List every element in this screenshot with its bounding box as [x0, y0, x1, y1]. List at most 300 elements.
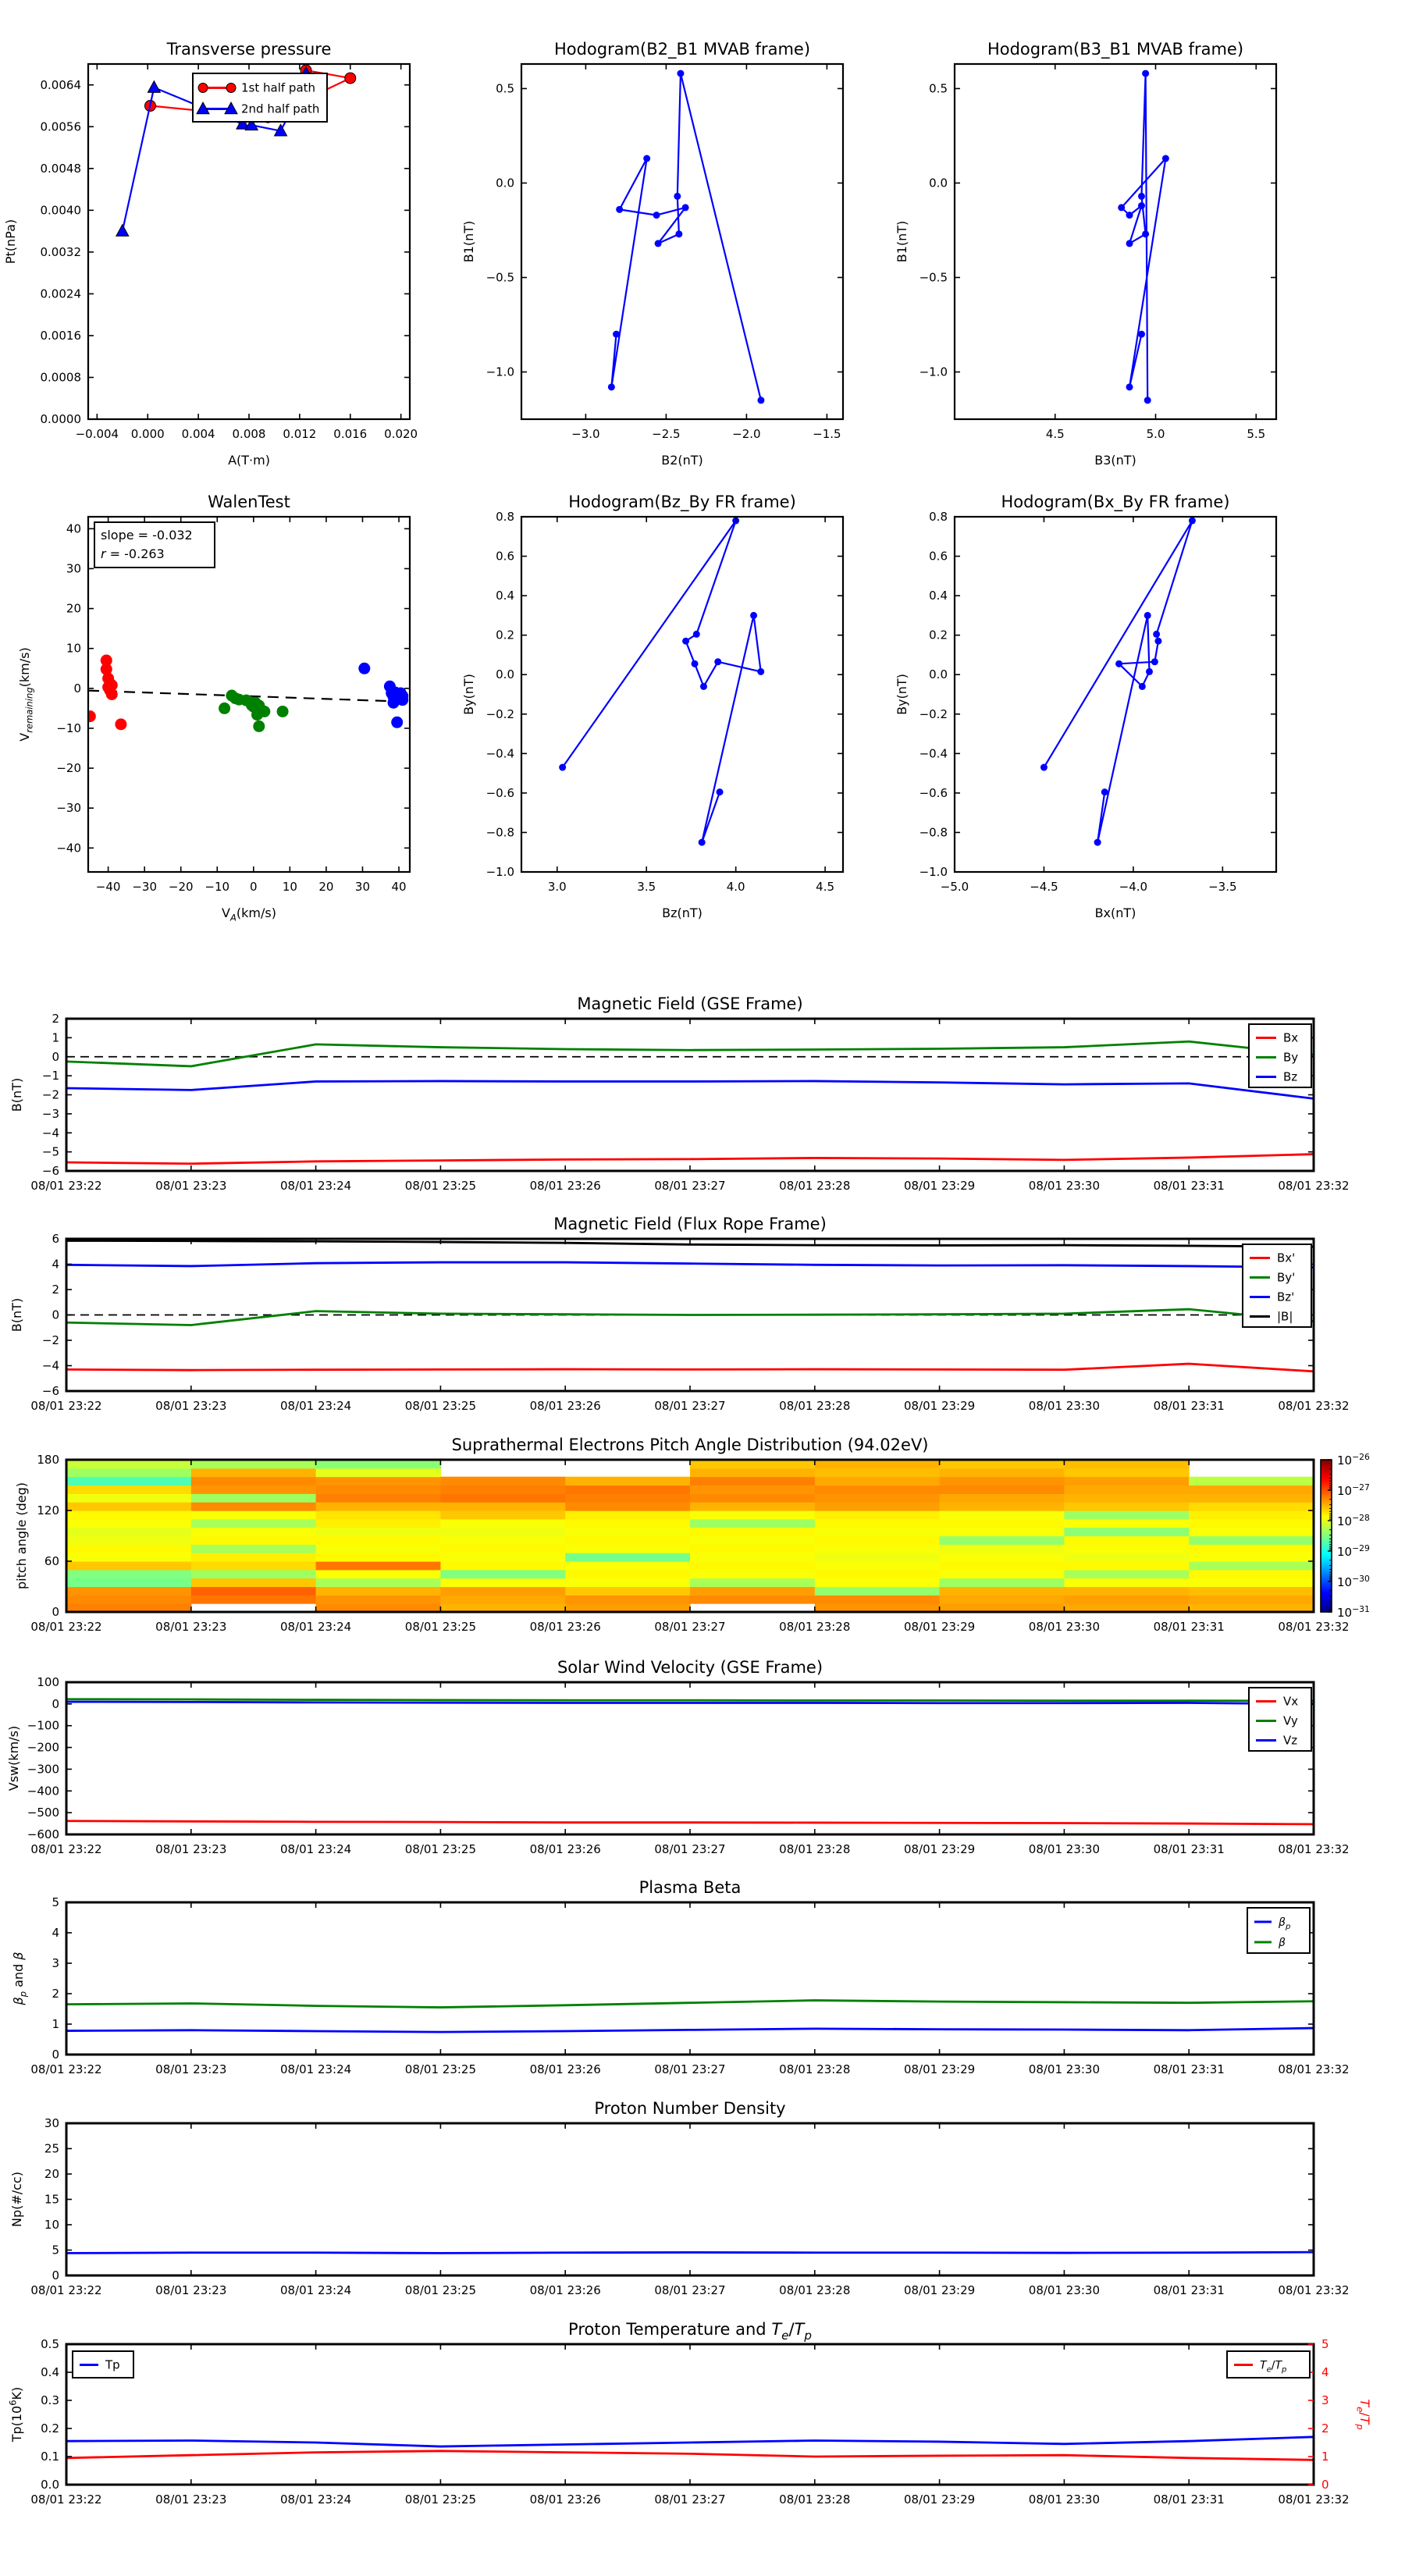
x-tick-label: 0.016	[333, 427, 368, 441]
marker-dot	[1142, 230, 1149, 237]
marker-dot	[115, 718, 126, 730]
x-tick-label: 08/01 23:31	[1153, 1399, 1225, 1413]
axes-frame	[521, 64, 843, 419]
marker-dot	[674, 193, 681, 200]
heatmap-cell	[66, 1595, 191, 1603]
x-tick-label: 3.5	[637, 880, 656, 894]
y-tick-label: 0	[52, 1049, 59, 1064]
x-tick-label: 08/01 23:22	[30, 1399, 102, 1413]
x-tick-label: 08/01 23:28	[779, 1399, 851, 1413]
x-tick-label: 0	[250, 880, 258, 894]
marker-dot	[616, 206, 623, 213]
heatmap-cell	[940, 1519, 1065, 1528]
heatmap-cell	[316, 1544, 441, 1553]
heatmap-cell	[316, 1561, 441, 1570]
heatmap-cell	[1189, 1578, 1314, 1587]
x-tick-label: 08/01 23:26	[529, 2062, 601, 2076]
heatmap-cell	[815, 1570, 940, 1578]
y-axis-label: B(nT)	[9, 1297, 24, 1332]
series-line-Te/Tp	[66, 2451, 1314, 2460]
axes-frame	[955, 64, 1276, 419]
heatmap-cell	[191, 1477, 316, 1485]
x-tick-label: 08/01 23:24	[279, 1620, 352, 1634]
x-tick-label: −2.0	[732, 427, 761, 441]
x-tick-label: 08/01 23:26	[529, 2492, 601, 2507]
series-line-B-path	[1044, 521, 1192, 842]
x-tick-label: −2.5	[652, 427, 681, 441]
panel-b-flux-rope	[9, 1215, 1350, 1413]
axis-ticks	[66, 1682, 1314, 1834]
y-tick-label: 0.0	[496, 176, 514, 190]
y-axis-label: $Tp(10^6K)$	[7, 2386, 24, 2443]
y-tick-label: −0.2	[919, 706, 948, 721]
panel-title: Transverse pressure	[166, 40, 332, 59]
heatmap-cell	[191, 1570, 316, 1578]
series-line-B-path	[563, 521, 761, 842]
y-tick-label: 2	[52, 1987, 59, 2001]
panel-hodogram-bz-by	[461, 493, 843, 920]
heatmap-cell	[940, 1468, 1065, 1477]
heatmap-cell	[690, 1528, 815, 1536]
heatmap-cell	[316, 1460, 441, 1468]
x-tick-label: 08/01 23:24	[279, 2492, 352, 2507]
y-tick-label: 1	[52, 2017, 59, 2031]
marker-dot	[1189, 518, 1196, 525]
y-tick-label: 0.4	[41, 2365, 59, 2379]
heatmap-cell	[66, 1570, 191, 1578]
heatmap-cell	[940, 1553, 1065, 1561]
heatmap-cell	[815, 1553, 940, 1561]
x-tick-label: 08/01 23:30	[1028, 2492, 1101, 2507]
panel-plasma-beta	[11, 1878, 1350, 2076]
series-markers-B-path	[559, 518, 764, 846]
annotation-line: slope = -0.032	[101, 528, 193, 543]
marker-dot	[1138, 331, 1145, 338]
panel-sepad	[14, 1436, 1370, 1634]
heatmap-cell	[440, 1502, 565, 1510]
marker-dot	[714, 658, 721, 665]
heatmap-cell	[1189, 1544, 1314, 1553]
y-tick-label: 10	[66, 641, 81, 656]
plot-area	[559, 518, 764, 846]
marker-dot	[1138, 202, 1145, 209]
heatmap-cell	[940, 1528, 1065, 1536]
y-tick-label: −200	[27, 1740, 59, 1755]
right-y-tick-label: 5	[1321, 2337, 1329, 2351]
x-tick-label: 08/01 23:22	[30, 2492, 102, 2507]
y-tick-label: −500	[27, 1806, 59, 1820]
heatmap-cell	[66, 1510, 191, 1519]
legend-label: β	[1279, 1937, 1286, 1949]
panel-b-gse	[9, 994, 1350, 1193]
panel-title: Proton Temperature and $T_e/T_p$	[568, 2320, 812, 2343]
heatmap-cell	[66, 1493, 191, 1502]
heatmap-cell	[565, 1528, 690, 1536]
series-markers-B-path	[608, 70, 765, 404]
panel-title: Solar Wind Velocity (GSE Frame)	[557, 1658, 823, 1677]
y-tick-label: 180	[37, 1453, 59, 1467]
marker-dot	[675, 230, 682, 237]
y-tick-label: 120	[37, 1503, 59, 1517]
axes-frame	[66, 1682, 1314, 1834]
x-tick-label: 08/01 23:29	[903, 1399, 976, 1413]
y-tick-label: 0.0000	[40, 412, 81, 426]
marker-dot	[106, 688, 118, 700]
x-tick-label: 08/01 23:22	[30, 2062, 102, 2076]
legend-label: 1st half path	[241, 80, 316, 95]
y-tick-label: 0.0	[496, 667, 514, 682]
plot-area	[66, 1041, 1314, 1163]
marker-dot	[1118, 204, 1125, 211]
marker-dot	[677, 70, 684, 77]
x-tick-label: 4.5	[1045, 427, 1065, 441]
y-tick-label: 2	[52, 1012, 59, 1026]
y-tick-label: 0.0008	[40, 370, 81, 385]
y-tick-label: 0.8	[496, 510, 514, 524]
heatmap-cell	[690, 1502, 815, 1510]
annotation-line: r = -0.263	[101, 546, 165, 561]
y-tick-label: −4	[41, 1126, 59, 1140]
y-tick-label: −0.5	[919, 270, 948, 285]
y-tick-label: 0.2	[41, 2421, 59, 2435]
x-tick-label: 08/01 23:25	[404, 1399, 477, 1413]
panel-title: Hodogram(B3_B1 MVAB frame)	[987, 40, 1244, 59]
heatmap-cell	[690, 1510, 815, 1519]
heatmap-cell	[440, 1519, 565, 1528]
heatmap-cell	[690, 1477, 815, 1485]
heatmap-cell	[1064, 1485, 1189, 1494]
y-tick-label: −0.6	[919, 785, 948, 800]
marker-dot	[1138, 193, 1145, 200]
x-tick-label: 08/01 23:27	[654, 2062, 726, 2076]
colorbar-tick-label: $10^{-28}$	[1337, 1513, 1370, 1528]
colorbar-tick-label: $10^{-30}$	[1337, 1574, 1370, 1589]
heatmap-cell	[1189, 1485, 1314, 1494]
heatmap-cell	[565, 1561, 690, 1570]
heatmap-cell	[440, 1561, 565, 1570]
marker-dot	[219, 703, 230, 714]
y-tick-label: −100	[27, 1718, 59, 1733]
marker-dot	[699, 839, 706, 846]
heatmap-cell	[690, 1544, 815, 1553]
y-tick-label: −0.4	[919, 746, 948, 761]
heatmap-cell	[191, 1510, 316, 1519]
x-tick-label: 08/01 23:28	[779, 1179, 851, 1193]
heatmap-cell	[1064, 1595, 1189, 1603]
y-tick-label: 0.0024	[40, 286, 81, 301]
heatmap-cell	[565, 1578, 690, 1587]
x-tick-label: 08/01 23:31	[1153, 2062, 1225, 2076]
heatmap-cell	[690, 1561, 815, 1570]
x-tick-label: 30	[354, 880, 371, 894]
y-tick-label: −40	[56, 841, 81, 856]
y-tick-label: −0.4	[486, 746, 514, 761]
y-tick-label: 10	[44, 2218, 59, 2232]
heatmap-cell	[1064, 1468, 1189, 1477]
heatmap-cell	[316, 1468, 441, 1477]
y-tick-label: 1	[52, 1030, 59, 1045]
series-markers-second-half	[358, 663, 408, 728]
heatmap-cell	[1189, 1561, 1314, 1570]
series-line-By	[66, 1041, 1314, 1066]
x-tick-label: 4.5	[816, 880, 835, 894]
heatmap-cell	[1064, 1553, 1189, 1561]
x-tick-label: −10	[205, 880, 230, 894]
y-tick-label: 40	[66, 521, 81, 536]
heatmap-cell	[66, 1519, 191, 1528]
legend	[1247, 1908, 1310, 1953]
marker-dot	[643, 155, 650, 162]
heatmap-cell	[66, 1468, 191, 1477]
x-tick-label: 08/01 23:22	[30, 1842, 102, 1856]
series-line-Bz	[66, 1081, 1314, 1098]
heatmap-cell	[1064, 1510, 1189, 1519]
marker-dot	[700, 683, 707, 690]
heatmap-cell	[440, 1528, 565, 1536]
x-tick-label: 08/01 23:23	[155, 2062, 227, 2076]
heatmap-cell	[1189, 1553, 1314, 1561]
colorbar-tick-label: $10^{-31}$	[1337, 1604, 1370, 1620]
heatmap-cell	[940, 1578, 1065, 1587]
legend-label: $\beta_p$	[1279, 1916, 1291, 1931]
plot-area	[66, 2252, 1314, 2253]
marker-dot	[1154, 638, 1161, 645]
panel-transverse-pressure	[3, 40, 418, 468]
y-tick-label: 20	[66, 601, 81, 616]
legend-label: Bx	[1283, 1030, 1299, 1045]
legend-label: Bz	[1283, 1069, 1298, 1084]
y-tick-label: 5	[52, 2243, 59, 2258]
x-tick-label: 08/01 23:32	[1278, 1842, 1350, 1856]
series-line-Vy	[66, 1699, 1314, 1701]
colorbar	[1321, 1452, 1370, 1620]
axes-frame	[66, 1019, 1314, 1171]
plot-area	[1118, 70, 1169, 404]
x-tick-label: 08/01 23:27	[654, 1399, 726, 1413]
x-axis-label: Bz(nT)	[662, 906, 702, 920]
heatmap-cell	[690, 1553, 815, 1561]
x-tick-label: 08/01 23:30	[1028, 1179, 1101, 1193]
heatmap-cell	[940, 1485, 1065, 1494]
right-y-tick-label: 4	[1321, 2365, 1329, 2379]
heatmap-cell	[565, 1485, 690, 1494]
marker-dot	[1126, 240, 1133, 247]
marker-dot	[84, 710, 96, 722]
axis-ticks	[521, 517, 843, 872]
y-tick-label: 0.5	[496, 81, 514, 96]
marker-dot	[653, 212, 660, 219]
x-tick-label: 08/01 23:22	[30, 1179, 102, 1193]
heatmap-cell	[565, 1587, 690, 1596]
y-tick-label: −4	[41, 1358, 59, 1373]
y-tick-label: 4	[52, 1257, 59, 1272]
heatmap-cell	[440, 1578, 565, 1587]
series-markers-B-path	[1040, 518, 1196, 846]
panel-title: Plasma Beta	[638, 1878, 742, 1897]
legend	[193, 73, 327, 122]
y-tick-label: 0.1	[41, 2450, 59, 2464]
y-axis-label: B1(nT)	[461, 220, 476, 263]
x-tick-label: 08/01 23:32	[1278, 1620, 1350, 1634]
y-tick-label: 30	[44, 2116, 59, 2130]
y-tick-label: 5	[52, 1895, 59, 1909]
marker-dot	[1094, 839, 1101, 846]
x-tick-label: 08/01 23:25	[404, 2062, 477, 2076]
legend-label: 2nd half path	[241, 101, 320, 116]
y-tick-label: −0.6	[486, 785, 514, 800]
heatmap-cell	[565, 1544, 690, 1553]
heatmap-cell	[815, 1468, 940, 1477]
heatmap-cell	[1189, 1519, 1314, 1528]
panel-hodogram-b2-b1	[461, 40, 843, 468]
legend-label: |B|	[1277, 1309, 1293, 1324]
y-axis-label: By(nT)	[895, 674, 909, 715]
y-tick-label: −2	[41, 1333, 59, 1347]
x-tick-label: 08/01 23:23	[155, 2283, 227, 2297]
heatmap-cell	[565, 1493, 690, 1502]
y-tick-label: −400	[27, 1784, 59, 1799]
y-tick-label: −6	[41, 1164, 59, 1178]
heatmap-cell	[565, 1570, 690, 1578]
marker-triangle	[116, 225, 129, 237]
heatmap-cell	[815, 1544, 940, 1553]
heatmap-cell	[1189, 1595, 1314, 1603]
heatmap-cell	[440, 1485, 565, 1494]
x-tick-label: 08/01 23:23	[155, 1842, 227, 1856]
heatmap-cell	[565, 1477, 690, 1485]
marker-dot	[717, 788, 724, 795]
x-tick-label: 08/01 23:24	[279, 2062, 352, 2076]
x-tick-label: −3.5	[1208, 880, 1237, 894]
x-tick-label: 08/01 23:27	[654, 1179, 726, 1193]
heatmap-cell	[815, 1502, 940, 1510]
x-axis-label: Bx(nT)	[1094, 906, 1136, 920]
marker-dot	[358, 663, 370, 674]
heatmap-cell	[66, 1578, 191, 1587]
heatmap-cell	[815, 1528, 940, 1536]
heatmap-cell	[815, 1561, 940, 1570]
y-tick-label: 0.0	[41, 2478, 59, 2492]
x-tick-label: 08/01 23:30	[1028, 1842, 1101, 1856]
x-tick-label: 08/01 23:32	[1278, 1399, 1350, 1413]
x-tick-label: 08/01 23:26	[529, 1179, 601, 1193]
heatmap-cell	[565, 1553, 690, 1561]
heatmap-cell	[690, 1595, 815, 1603]
series-line-Bx	[66, 1155, 1314, 1164]
x-tick-label: 08/01 23:29	[903, 1842, 976, 1856]
y-tick-label: −6	[41, 1384, 59, 1398]
heatmap-cell	[1189, 1587, 1314, 1596]
heatmap-cell	[940, 1570, 1065, 1578]
heatmap-cell	[1189, 1477, 1314, 1485]
heatmap-cell	[690, 1587, 815, 1596]
x-tick-label: 08/01 23:24	[279, 1842, 352, 1856]
marker-dot	[1115, 660, 1122, 667]
panel-hodogram-bx-by	[895, 493, 1276, 920]
marker-dot	[682, 204, 689, 211]
marker-triangle	[148, 81, 160, 93]
right-axis	[1308, 2337, 1372, 2492]
marker-dot	[692, 660, 699, 667]
heatmap-cell	[66, 1536, 191, 1545]
legend-label: Bx'	[1277, 1251, 1296, 1265]
y-tick-label: −1.0	[486, 865, 514, 879]
series-line-Vx	[66, 1821, 1314, 1824]
x-tick-label: 5.5	[1247, 427, 1266, 441]
x-tick-label: 08/01 23:25	[404, 2283, 477, 2297]
x-tick-label: 08/01 23:28	[779, 2062, 851, 2076]
y-tick-label: −0.2	[486, 706, 514, 721]
x-tick-label: 08/01 23:29	[903, 1179, 976, 1193]
heatmap-cell	[191, 1502, 316, 1510]
heatmap-cell	[1064, 1477, 1189, 1485]
heatmap-cell	[1064, 1570, 1189, 1578]
heatmap-cell	[940, 1587, 1065, 1596]
heatmap-cell	[316, 1595, 441, 1603]
marker-dot	[277, 706, 289, 717]
heatmap-cell	[1189, 1570, 1314, 1578]
heatmap-cell	[440, 1595, 565, 1603]
x-tick-label: −4.0	[1119, 880, 1148, 894]
x-tick-label: 08/01 23:24	[279, 2283, 352, 2297]
x-tick-label: 4.0	[726, 880, 745, 894]
heatmap-cell	[191, 1536, 316, 1545]
heatmap-cell	[66, 1587, 191, 1596]
heatmap-cell	[815, 1587, 940, 1596]
plot-area	[66, 2001, 1314, 2033]
marker-circle	[198, 84, 208, 93]
x-tick-label: 08/01 23:30	[1028, 2283, 1101, 2297]
y-tick-label: 0.6	[496, 549, 514, 564]
y-axis-label: B1(nT)	[895, 220, 909, 263]
marker-dot	[258, 706, 270, 717]
x-tick-label: −4.5	[1030, 880, 1058, 894]
right-y-tick-label: 2	[1321, 2421, 1329, 2435]
x-axis-label: B2(nT)	[661, 453, 703, 468]
legend-label: Tp	[105, 2357, 120, 2372]
plot-area	[66, 1240, 1314, 1371]
y-tick-label: 0.2	[496, 628, 514, 642]
marker-dot	[559, 764, 566, 771]
heatmap-cell	[440, 1510, 565, 1519]
x-tick-label: 08/01 23:31	[1153, 2283, 1225, 2297]
y-tick-label: −30	[56, 801, 81, 816]
panel-proton-density	[9, 2099, 1350, 2297]
legend	[1249, 1688, 1311, 1751]
marker-dot	[757, 397, 764, 404]
x-tick-label: 08/01 23:29	[903, 2283, 976, 2297]
legend-label: By'	[1277, 1270, 1296, 1285]
right-y-tick-label: 1	[1321, 2450, 1329, 2464]
heatmap-cell	[1064, 1587, 1189, 1596]
y-tick-label: −0.8	[486, 825, 514, 840]
plot-area	[66, 1699, 1314, 1824]
heatmap-cell	[815, 1578, 940, 1587]
y-tick-label: 0	[52, 2048, 59, 2062]
heatmap-cell	[316, 1519, 441, 1528]
heatmap-cell	[940, 1544, 1065, 1553]
panel-walen-test	[17, 493, 410, 923]
heatmap-cell	[1189, 1493, 1314, 1502]
x-tick-label: 0.012	[283, 427, 317, 441]
heatmap-cell	[815, 1460, 940, 1468]
heatmap-cell	[316, 1587, 441, 1596]
x-tick-label: 0.000	[130, 427, 165, 441]
y-axis-label: pitch angle (deg)	[14, 1482, 29, 1590]
heatmap-cell	[1189, 1510, 1314, 1519]
colorbar-tick-label: $10^{-29}$	[1337, 1543, 1370, 1559]
y-tick-label: −0.5	[486, 270, 514, 285]
